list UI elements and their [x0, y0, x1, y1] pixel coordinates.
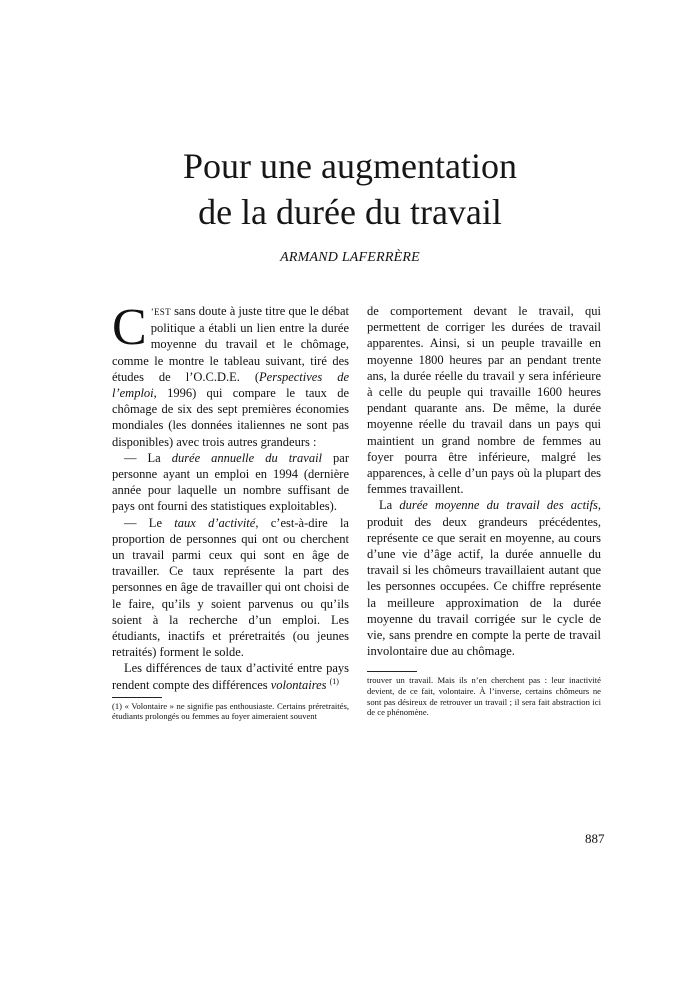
term-voluntary: volontaires: [270, 677, 327, 692]
paragraph-differences: [112, 660, 349, 692]
small-caps-opening: ’EST: [150, 307, 171, 317]
item-annual-duration: [112, 450, 349, 515]
term-activity-rate: taux d’activité: [174, 515, 256, 530]
item-dash: — La: [124, 450, 172, 465]
differences-text: Les différences de taux d’activité entre pays rendent compte des différences: [112, 661, 349, 692]
term-average-duration: durée moyenne du travail des actifs: [399, 498, 598, 513]
footnote-divider: [367, 671, 417, 672]
cited-publication: Perspectives de l’emploi: [112, 369, 350, 401]
item-annual-duration-text: par personne ayant un emploi en 1994 (dernière année pour laquelle un nombre suffisant de pays ont fourni des statistiques exploitables).: [112, 450, 349, 514]
intro-paragraph: [112, 299, 350, 450]
title-line-2: de la durée du travail: [198, 192, 502, 232]
paragraph-behavior: de comportement devant le travail, qui permettent de corriger les durées de travail apparentes. Ainsi, si un peuple travaille en moyenne 1800 heures par an pendant trente ans, la durée réelle du travail y sera inférieure à celle du peuple qui travaille 1600 heures pendant quarante ans. De même, la durée moyenne réelle du travail dans un pays qui maintient un grand nombre de femmes au foyer pourra être inférieure, malgré les apparences, à celle d’un pays où la plupart des femmes travaillent.: [367, 304, 601, 497]
intro-text-end: , 1996) qui compare le taux de chômage de six des sept premières économies mondiales (les données italiennes ne sont pas disponibles) avec trois autres grandeurs :: [112, 386, 349, 449]
average-duration-start: La: [379, 498, 400, 513]
footnote-left: (1) « Volontaire » ne signifie pas enthousiaste. Certains préretraités, étudiants prolongés ou femmes au foyer aimeraient souvent: [112, 700, 349, 722]
item-activity-rate-text: , c’est-à-dire la proportion de personnes qui ont ou cherchent un travail parmi ceux qui sont en âge de travailler. Ce taux représente la part des personnes en âge de travailler qui ont choisi de le faire, qu’ils y soient parvenus ou qu’ils soient à la recherche d’un emploi. Les étudiants, inactifs et préretraités (ou jeunes retraités) forment le solde.: [112, 515, 349, 660]
article-title: [0, 143, 700, 235]
paragraph-average-duration: [367, 497, 601, 659]
item-activity-rate: [112, 515, 349, 661]
drop-cap: C: [112, 299, 147, 356]
title-line-1: Pour une augmentation: [183, 146, 517, 186]
page-number: 887: [585, 831, 605, 846]
right-column: [367, 303, 601, 718]
left-column: [112, 299, 350, 722]
author-name: ARMAND LAFERRÈRE: [280, 250, 420, 265]
footnote-reference[interactable]: (1): [329, 676, 339, 686]
footnote-divider: [112, 697, 162, 698]
item-dash: — Le: [124, 515, 175, 530]
average-duration-text: , produit des deux grandeurs précédentes, représente ce que serait en moyenne, au cours d’une vie d’âge actif, la durée annuelle du travail si les chômeurs travaillaient autant que les personnes occupées. Ce chiffre représente la meilleure approximation de la durée moyenne du travail corrigée sur le cycle de vie, sans prendre en compte la perte de travail involontaire due au chômage.: [367, 498, 601, 659]
footnote-right: trouver un travail. Mais ils n’en cherchent pas : leur inactivité devient, de ce fait, volontaire. À l’inverse, certains chômeurs ne sont pas désireux de retrouver un travail ; il sera fait abstraction ici de ce phénomène.: [367, 675, 601, 718]
intro-text: sans doute à juste titre que le débat politique a établi un lien entre la durée moyenne du travail et le chômage, comme le montre le tableau suivant, tiré des études de l’O.C.D.E. (: [112, 304, 349, 384]
term-annual-duration: durée annuelle du travail: [171, 450, 323, 465]
